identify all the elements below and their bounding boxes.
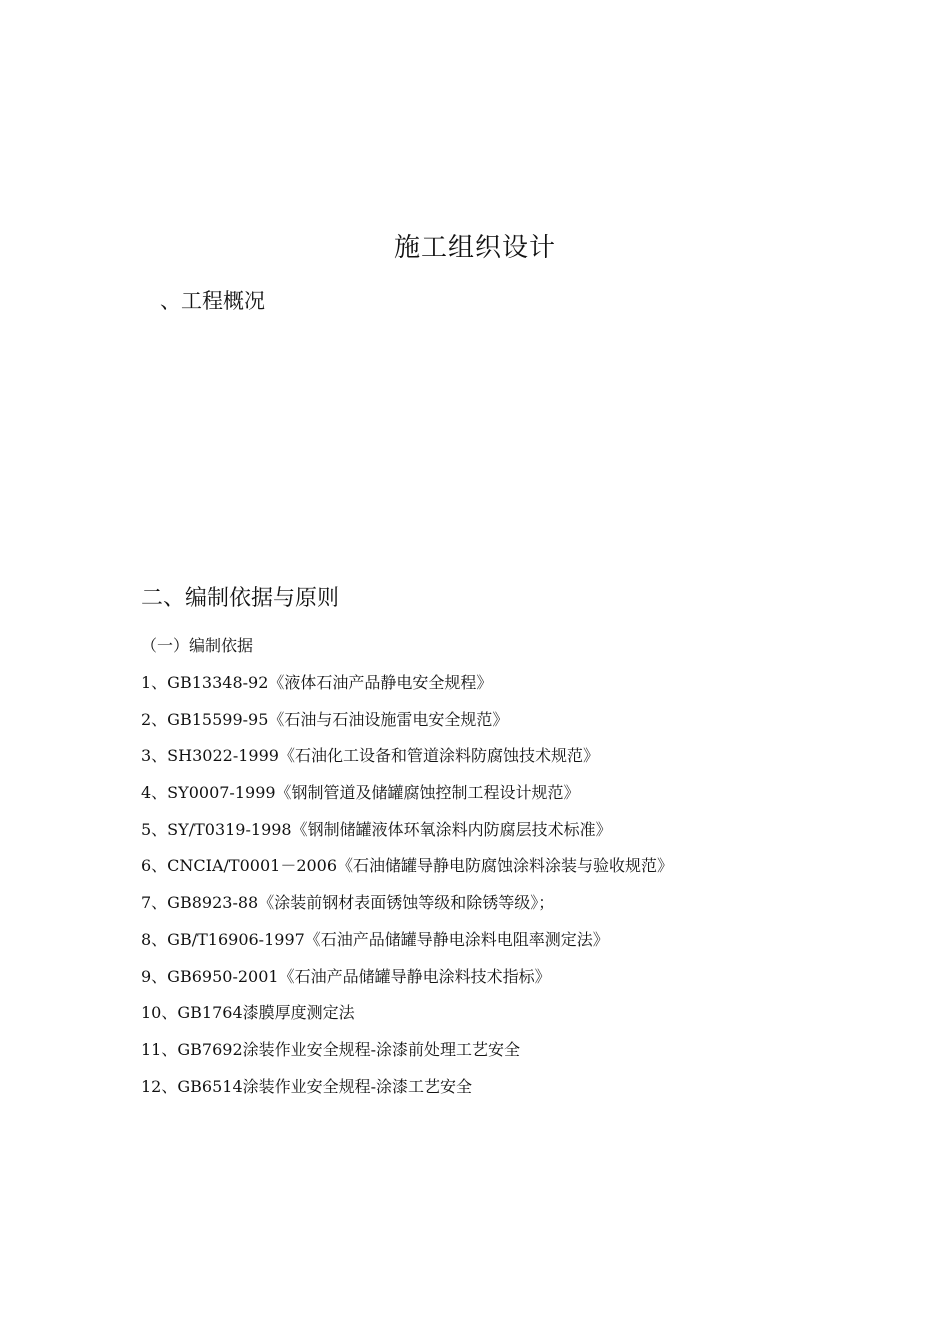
reference-item: 9、GB6950-2001《石油产品储罐导静电涂料技术指标》 bbox=[141, 966, 551, 986]
reference-item: 2、GB15599-95《石油与石油设施雷电安全规范》 bbox=[141, 709, 509, 729]
reference-item: 1、GB13348-92《液体石油产品静电安全规程》 bbox=[141, 673, 493, 692]
reference-item: 3、SH3022-1999《石油化工设备和管道涂料防腐蚀技术规范》 bbox=[141, 746, 599, 766]
section-heading-basis-and-principles: 二、编制依据与原则 bbox=[141, 586, 340, 611]
reference-item: 4、SY0007-1999《钢制管道及储罐腐蚀控制工程设计规范》 bbox=[141, 783, 580, 803]
reference-item: 5、SY/T0319-1998《钢制储罐液体环氧涂料内防腐层技术标准》 bbox=[141, 819, 612, 839]
document-title: 施工组织设计 bbox=[393, 233, 556, 263]
reference-item: 6、CNCIA/T0001－2006《石油储罐导静电防腐蚀涂料涂装与验收规范》 bbox=[141, 856, 674, 876]
reference-item: 10、GB1764漆膜厚度测定法 bbox=[141, 1003, 355, 1023]
reference-item: 12、GB6514涂装作业安全规程-涂漆工艺安全 bbox=[141, 1076, 473, 1096]
reference-item: 7、GB8923-88《涂装前钢材表面锈蚀等级和除锈等级》； bbox=[141, 893, 555, 913]
reference-item: 11、GB7692涂装作业安全规程-涂漆前处理工艺安全 bbox=[141, 1039, 521, 1059]
section-heading-project-overview: 、工程概况 bbox=[160, 289, 265, 313]
subsection-heading-compilation-basis: （一）编制依据 bbox=[141, 636, 254, 655]
reference-item: 8、GB/T16906-1997《石油产品储罐导静电涂料电阻率测定法》 bbox=[141, 929, 609, 949]
reference-list bbox=[141, 669, 901, 1109]
